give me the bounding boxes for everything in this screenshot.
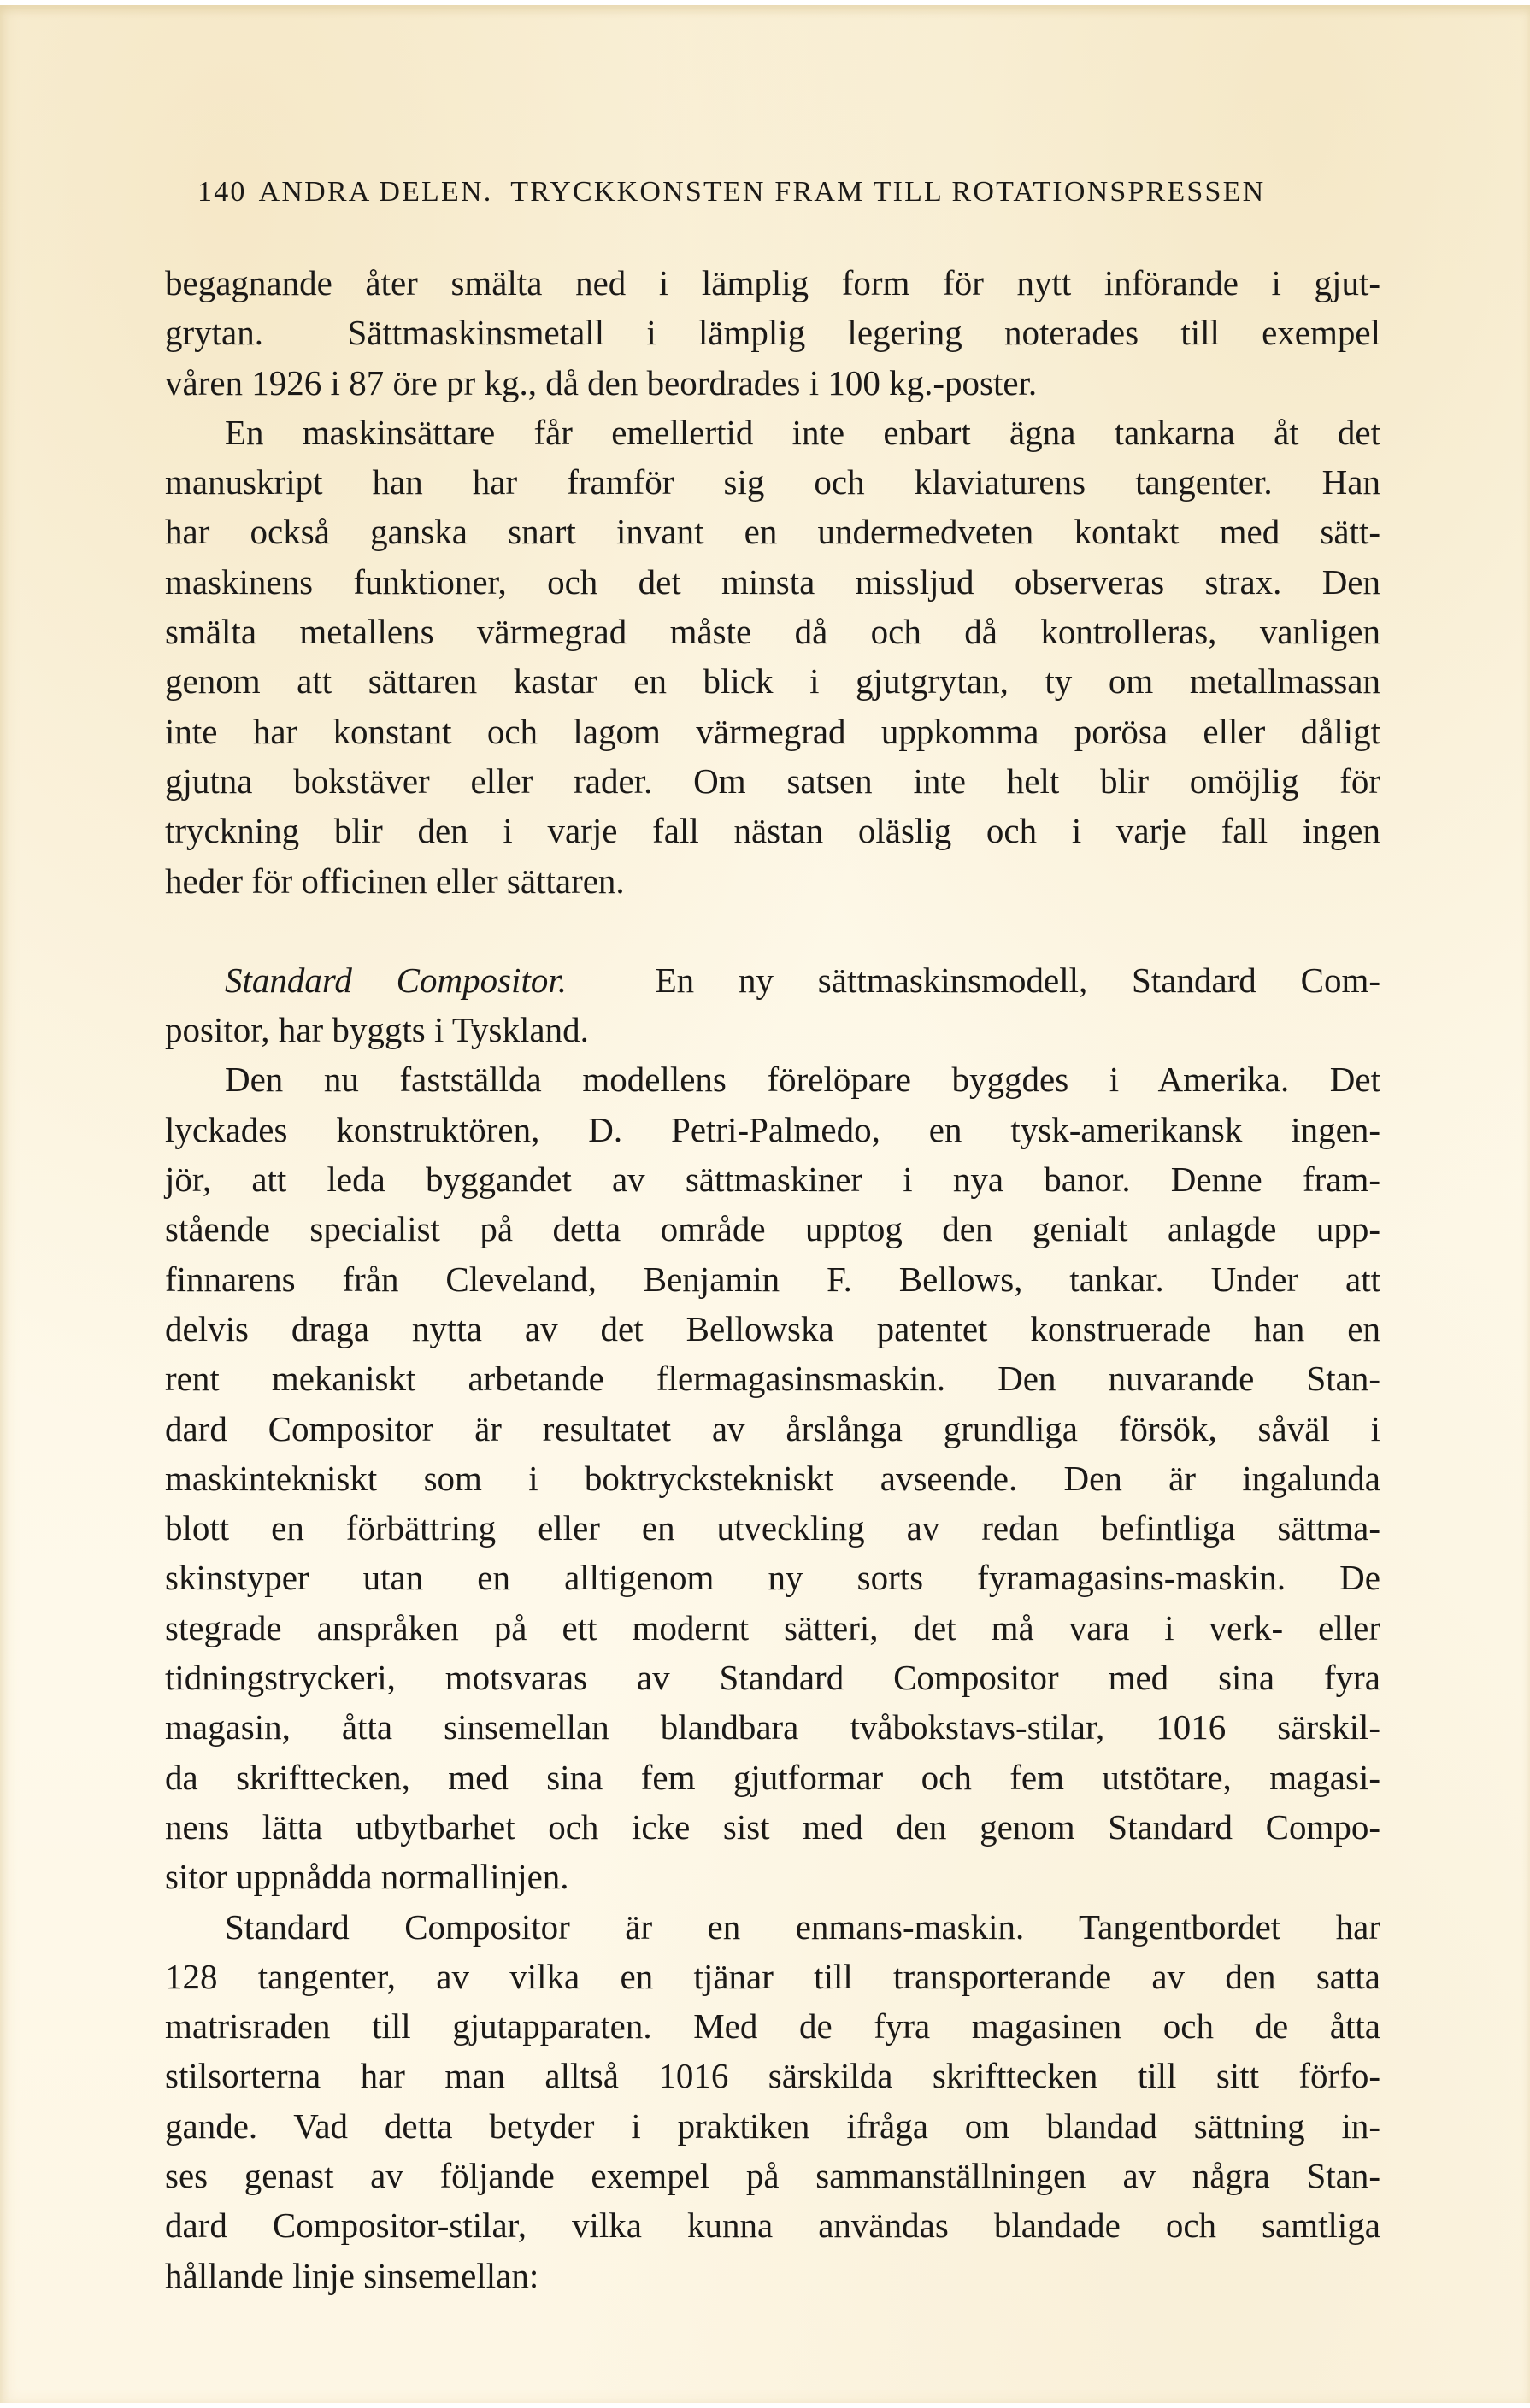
text-line: positor, har byggts i Tyskland. [165,1010,589,1050]
book-page [0,5,1530,2403]
text-line: Standard Compositor är en enmans-maskin. Tangentbordet har [225,1906,1380,1947]
section-paragraph [165,955,1380,1055]
text-line: våren 1926 i 87 öre pr kg., då den beordrades i 100 kg.-poster. [165,362,1038,402]
text-line: hållande linje sinsemellan: [165,2255,539,2295]
paragraph-gap [165,906,1380,955]
text-line: tryckning blir den i varje fall nästan oläslig och i varje fall ingen [165,811,1380,851]
page-number: 140 [197,176,247,208]
text-line: begagnande åter smälta ned i lämplig form för nytt införande i gjut- [165,263,1380,302]
text-line: blott en förbättring eller en utveckling av redan befintliga sättma- [165,1508,1380,1548]
text-line: tidningstryckeri, motsvaras av Standard Compositor med sina fyra [165,1658,1380,1698]
running-head-title: ANDRA DELEN. TRYCKKONSTEN FRAM TILL ROTATIONSPRESSEN [258,176,1266,208]
text-line: jör, att leda byggandet av sättmaskiner i nya banor. Denne fram- [165,1160,1380,1200]
section-lead-in: Standard Compositor. [225,960,567,1000]
text-line: da skrifttecken, med sina fem gjutformar och fem utstötare, magasi- [165,1757,1380,1797]
text-line: skinstyper utan en alltigenom ny sorts fyramagasins-maskin. De [165,1558,1380,1598]
body-text [165,258,1380,2300]
text-line: 128 tangenter, av vilka en tjänar till transporterande av den satta [165,1956,1380,1996]
text-line: sitor uppnådda normallinjen. [165,1857,569,1897]
text-line: rent mekaniskt arbetande flermagasinsmaskin. Den nuvarande Stan- [165,1359,1380,1399]
text-line: dard Compositor-stilar, vilka kunna användas blandade och samtliga [165,2205,1380,2246]
text-line: har också ganska snart invant en undermedveten kontakt med sätt- [165,512,1380,552]
text-line: stilsorterna har man alltså 1016 särskilda skrifttecken till sitt förfo- [165,2056,1380,2096]
text-line: matrisraden till gjutapparaten. Med de fyra magasinen och de åtta [165,2006,1380,2047]
text-line: smälta metallens värmegrad måste då och då kontrolleras, vanligen [165,612,1380,652]
text-line: finnarens från Cleveland, Benjamin F. Bellows, tankar. Under att [165,1259,1380,1299]
text-line: lyckades konstruktören, D. Petri-Palmedo, en tysk-amerikansk ingen- [165,1109,1380,1149]
text-line: nens lätta utbytbarhet och icke sist med den genom Standard Compo- [165,1806,1380,1847]
text-fragment: En ny sättmaskinsmodell, Standard Com- [655,960,1380,1000]
text-line: maskintekniskt som i boktryckstekniskt avseende. Den är ingalunda [165,1458,1380,1498]
text-line: stående specialist på detta område upptog den genialt anlagde upp- [165,1209,1380,1249]
text-line: maskinens funktioner, och det minsta missljud observeras strax. Den [165,561,1380,602]
text-line: En maskinsättare får emellertid inte enbart ägna tankarna åt det [225,412,1380,452]
text-line: ses genast av följande exempel på sammanställningen av några Stan- [165,2155,1380,2195]
text-line: delvis draga nytta av det Bellowska patentet konstruerade han en [165,1308,1380,1348]
text-line: genom att sättaren kastar en blick i gjutgrytan, ty om metallmassan [165,661,1380,702]
running-head [197,176,1360,208]
text-line: stegrade anspråken på ett modernt sätteri, det må vara i verk- eller [165,1607,1380,1647]
text-line: manuskript han har framför sig och klaviaturens tangenter. Han [165,462,1380,502]
text-line: dard Compositor är resultatet av årslånga grundliga försök, såväl i [165,1408,1380,1448]
paragraph [165,1902,1380,2300]
paragraph [165,1054,1380,1901]
paragraph [165,408,1380,906]
text-line: grytan. Sättmaskinsmetall i lämplig legering noterades till exempel [165,313,1380,353]
text-line: inte har konstant och lagom värmegrad uppkomma porösa eller dåligt [165,711,1380,751]
text-line: gande. Vad detta betyder i praktiken ifråga om blandad sättning in- [165,2106,1380,2146]
text-line: heder för officinen eller sättaren. [165,860,625,901]
text-line: gjutna bokstäver eller rader. Om satsen inte helt blir omöjlig för [165,761,1380,801]
text-line: Den nu fastställda modellens förelöpare byggdes i Amerika. Det [225,1060,1380,1100]
text-line: magasin, åtta sinsemellan blandbara tvåbokstavs-stilar, 1016 särskil- [165,1707,1380,1747]
paragraph [165,258,1380,408]
text-line [165,955,1380,1005]
